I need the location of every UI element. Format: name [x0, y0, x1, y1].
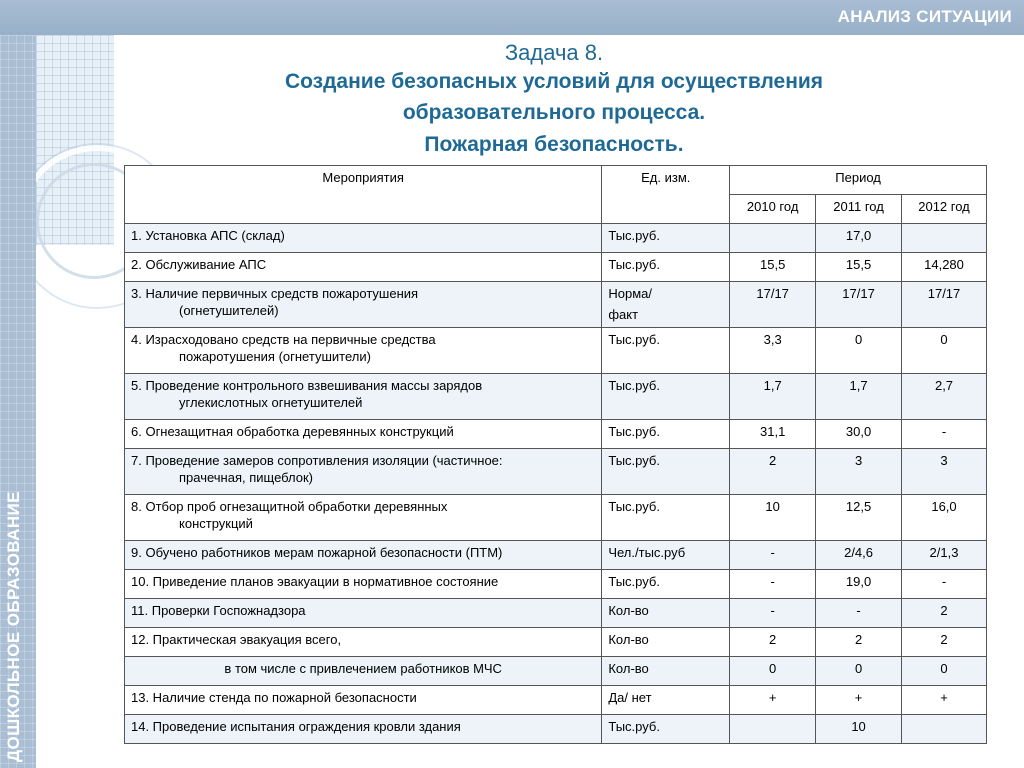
- header-measures: Мероприятия: [125, 166, 602, 224]
- measure-text-continued: (огнетушителей): [179, 303, 279, 318]
- value-cell-2011: 2/4,6: [816, 541, 902, 570]
- measure-text: 3. Наличие первичных средств пожаротушения: [131, 286, 419, 301]
- value-cell-2012: 3: [902, 449, 987, 495]
- table-row: [125, 657, 987, 686]
- value-cell-2011: 2: [816, 628, 902, 657]
- value-cell-2011: 10: [816, 715, 902, 744]
- header-2012: 2012 год: [902, 195, 987, 224]
- value-cell-2011: 1,7: [816, 374, 902, 420]
- value-cell-2010: 15,5: [730, 253, 816, 282]
- table-row: [125, 541, 987, 570]
- header-period: Период: [730, 166, 987, 195]
- unit-cell: [602, 420, 730, 449]
- unit-text-continued: факт: [608, 307, 639, 322]
- measure-text: 11. Проверки Госпожнадзора: [131, 603, 306, 618]
- page-title-line-1: Создание безопасных условий для осуществления: [284, 70, 824, 93]
- value-cell-2012: -: [902, 570, 987, 599]
- top-banner: [0, 0, 1024, 35]
- table-row: [125, 570, 987, 599]
- unit-cell: [602, 328, 730, 374]
- table-row: [125, 686, 987, 715]
- unit-cell: [602, 715, 730, 744]
- unit-text: Тыс.руб.: [608, 499, 660, 514]
- measure-text-continued: прачечная, пищеблок): [179, 470, 314, 485]
- unit-cell: [602, 253, 730, 282]
- value-cell-2012: 2,7: [902, 374, 987, 420]
- value-cell-2012: 2/1,3: [902, 541, 987, 570]
- table-header-row: [125, 166, 987, 195]
- table-row: [125, 449, 987, 495]
- value-cell-2011: 3: [816, 449, 902, 495]
- measure-text-continued: конструкций: [179, 516, 253, 531]
- fire-safety-table: [124, 165, 987, 744]
- measure-cell: [125, 328, 602, 374]
- value-cell-2011: -: [816, 599, 902, 628]
- measure-text: 7. Проведение замеров сопротивления изоляции (частичное:: [131, 453, 503, 468]
- value-cell-2010: +: [730, 686, 816, 715]
- value-cell-2011: 12,5: [816, 495, 902, 541]
- value-cell-2011: 17/17: [816, 282, 902, 328]
- unit-text: Тыс.руб.: [608, 332, 660, 347]
- measure-cell: [125, 686, 602, 715]
- value-cell-2011: 17,0: [816, 224, 902, 253]
- measure-text: в том числе с привлечением работников МЧС: [224, 661, 502, 676]
- unit-cell: [602, 282, 730, 328]
- value-cell-2012: 16,0: [902, 495, 987, 541]
- measure-text: 2. Обслуживание АПС: [131, 257, 267, 272]
- value-cell-2010: 17/17: [730, 282, 816, 328]
- table-body: [125, 224, 987, 744]
- value-cell-2012: 0: [902, 328, 987, 374]
- measure-cell: [125, 224, 602, 253]
- measure-text: 6. Огнезащитная обработка деревянных конструкций: [131, 424, 454, 439]
- unit-cell: [602, 628, 730, 657]
- measure-cell: [125, 628, 602, 657]
- value-cell-2010: 31,1: [730, 420, 816, 449]
- value-cell-2011: 0: [816, 657, 902, 686]
- unit-text: Кол-во: [608, 603, 649, 618]
- table-row: [125, 420, 987, 449]
- value-cell-2011: 0: [816, 328, 902, 374]
- page-title-line-3: Пожарная безопасность.: [424, 133, 684, 156]
- value-cell-2012: 2: [902, 628, 987, 657]
- value-cell-2011: 19,0: [816, 570, 902, 599]
- measure-cell: [125, 657, 602, 686]
- unit-text: Кол-во: [608, 632, 649, 647]
- table-row: [125, 599, 987, 628]
- value-cell-2012: +: [902, 686, 987, 715]
- unit-cell: [602, 686, 730, 715]
- value-cell-2010: -: [730, 570, 816, 599]
- unit-text: Тыс.руб.: [608, 424, 660, 439]
- unit-text: Тыс.руб.: [608, 257, 660, 272]
- value-cell-2012: 14,280: [902, 253, 987, 282]
- measure-text-continued: углекислотных огнетушителей: [179, 395, 363, 410]
- measure-text-continued: пожаротушения (огнетушители): [179, 349, 371, 364]
- task-number: Задача 8.: [504, 40, 604, 65]
- unit-text: Тыс.руб.: [608, 719, 660, 734]
- value-cell-2012: 0: [902, 657, 987, 686]
- value-cell-2010: 10: [730, 495, 816, 541]
- unit-cell: [602, 541, 730, 570]
- value-cell-2010: 0: [730, 657, 816, 686]
- table-row: [125, 715, 987, 744]
- measure-cell: [125, 282, 602, 328]
- value-cell-2010: -: [730, 541, 816, 570]
- measure-cell: [125, 420, 602, 449]
- table-row: [125, 253, 987, 282]
- unit-text: Тыс.руб.: [608, 453, 660, 468]
- section-title: АНАЛИЗ СИТУАЦИИ: [837, 7, 1012, 26]
- value-cell-2010: 1,7: [730, 374, 816, 420]
- measure-text: 14. Проведение испытания ограждения кровли здания: [131, 719, 461, 734]
- measure-text: 10. Приведение планов эвакуации в нормативное состояние: [131, 574, 499, 589]
- side-label: ДОШКОЛЬНОЕ ОБРАЗОВАНИЕ: [4, 491, 23, 762]
- measure-cell: [125, 449, 602, 495]
- unit-cell: [602, 570, 730, 599]
- value-cell-2010: [730, 715, 816, 744]
- measure-cell: [125, 541, 602, 570]
- measure-text: 13. Наличие стенда по пожарной безопасности: [131, 690, 417, 705]
- measure-cell: [125, 253, 602, 282]
- measure-text: 8. Отбор проб огнезащитной обработки деревянных: [131, 499, 448, 514]
- unit-text: Кол-во: [608, 661, 649, 676]
- unit-cell: [602, 224, 730, 253]
- measure-cell: [125, 570, 602, 599]
- measure-cell: [125, 599, 602, 628]
- unit-text: Тыс.руб.: [608, 574, 660, 589]
- page-title-line-2: образовательного процесса.: [402, 101, 706, 124]
- value-cell-2012: 17/17: [902, 282, 987, 328]
- table-row: [125, 374, 987, 420]
- value-cell-2012: [902, 715, 987, 744]
- unit-text: Да/ нет: [608, 690, 652, 705]
- header-2011: 2011 год: [816, 195, 902, 224]
- measure-text: 1. Установка АПС (склад): [131, 228, 285, 243]
- measure-text: 5. Проведение контрольного взвешивания массы зарядов: [131, 378, 483, 393]
- measure-cell: [125, 374, 602, 420]
- measure-cell: [125, 495, 602, 541]
- unit-text: Тыс.руб.: [608, 378, 660, 393]
- unit-text: Чел./тыс.руб: [608, 545, 686, 560]
- unit-text: Норма/: [608, 286, 652, 301]
- value-cell-2010: -: [730, 599, 816, 628]
- unit-cell: [602, 449, 730, 495]
- value-cell-2010: 3,3: [730, 328, 816, 374]
- header-unit: Ед. изм.: [602, 166, 730, 224]
- unit-text: Тыс.руб.: [608, 228, 660, 243]
- value-cell-2010: 2: [730, 449, 816, 495]
- value-cell-2012: 2: [902, 599, 987, 628]
- measure-text: 12. Практическая эвакуация всего,: [131, 632, 342, 647]
- table-row: [125, 628, 987, 657]
- measure-cell: [125, 715, 602, 744]
- table-row: [125, 282, 987, 328]
- value-cell-2012: [902, 224, 987, 253]
- value-cell-2011: 30,0: [816, 420, 902, 449]
- unit-cell: [602, 657, 730, 686]
- value-cell-2010: [730, 224, 816, 253]
- unit-cell: [602, 599, 730, 628]
- value-cell-2012: -: [902, 420, 987, 449]
- value-cell-2011: 15,5: [816, 253, 902, 282]
- table-row: [125, 224, 987, 253]
- value-cell-2011: +: [816, 686, 902, 715]
- header-2010: 2010 год: [730, 195, 816, 224]
- measure-text: 4. Израсходовано средств на первичные средства: [131, 332, 436, 347]
- decorative-grid: [36, 35, 114, 245]
- table-row: [125, 328, 987, 374]
- unit-cell: [602, 374, 730, 420]
- unit-cell: [602, 495, 730, 541]
- value-cell-2010: 2: [730, 628, 816, 657]
- table-row: [125, 495, 987, 541]
- measure-text: 9. Обучено работников мерам пожарной безопасности (ПТМ): [131, 545, 503, 560]
